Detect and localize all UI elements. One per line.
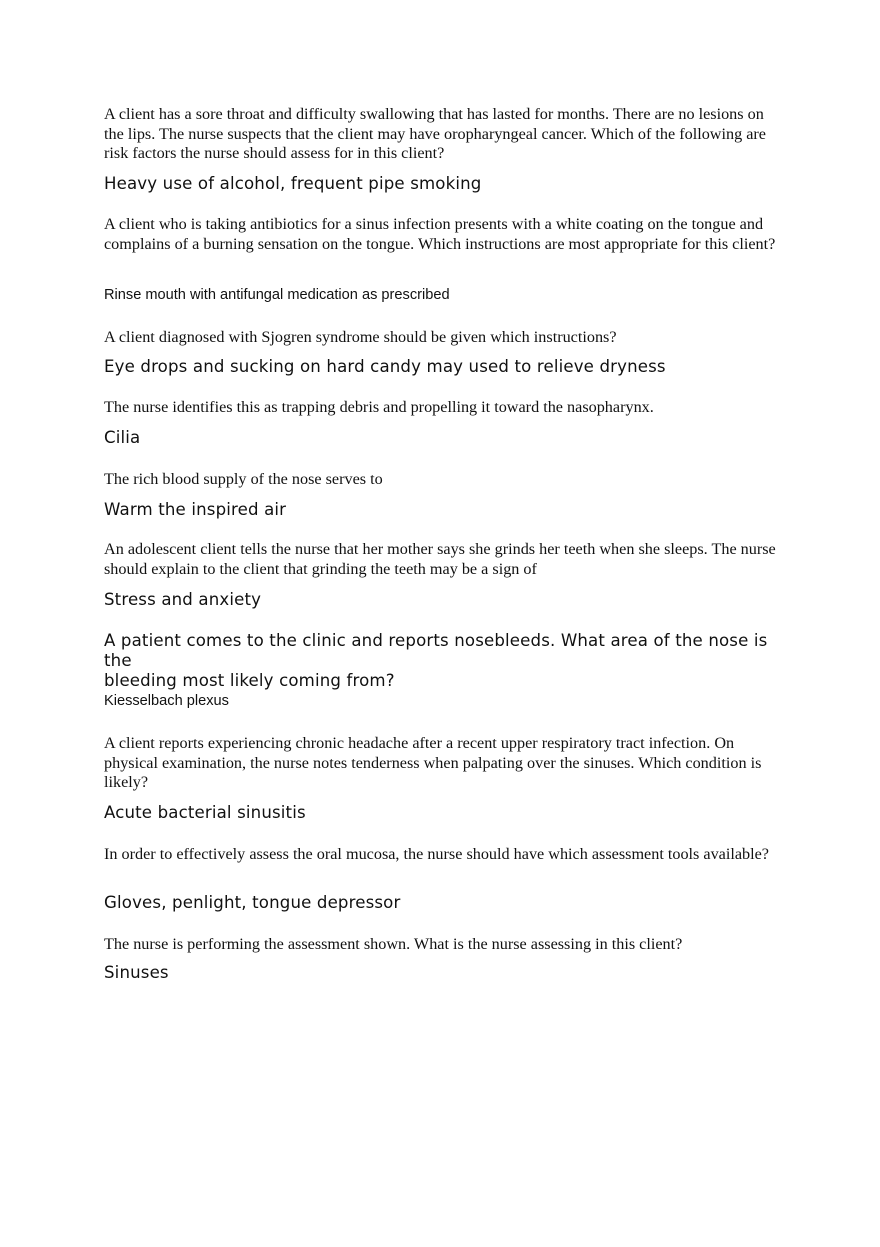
question-4: The nurse identifies this as trapping debris and propelling it toward the nasopharynx. — [104, 398, 654, 416]
question-3: A client diagnosed with Sjogren syndrome should be given which instructions? — [104, 328, 617, 346]
question-9: In order to effectively assess the oral mucosa, the nurse should have which assessment tools available? — [104, 845, 769, 863]
answer-3: Eye drops and sucking on hard candy may used to relieve dryness — [104, 357, 666, 376]
answer-2: Rinse mouth with antifungal medication as prescribed — [104, 287, 450, 303]
question-5: The rich blood supply of the nose serves to — [104, 470, 383, 488]
question-7-line-2: bleeding most likely coming from? — [104, 671, 395, 690]
question-2: A client who is taking antibiotics for a sinus infection presents with a white coating on the tongue and complains of a burning sensation on the tongue. Which instructions are most appropriate for this client? — [104, 215, 776, 253]
answer-10: Sinuses — [104, 963, 169, 982]
question-1: A client has a sore throat and difficulty swallowing that has lasted for months. There are no lesions on the lips. The nurse suspects that the client may have oropharyngeal cancer. Which of the following are risk factors the nurse should assess for in this client? — [104, 105, 766, 163]
answer-9: Gloves, penlight, tongue depressor — [104, 893, 401, 912]
answer-6: Stress and anxiety — [104, 590, 262, 609]
question-6: An adolescent client tells the nurse that her mother says she grinds her teeth when she sleeps. The nurse should explain to the client that grinding the teeth may be a sign of — [104, 540, 776, 578]
question-10: The nurse is performing the assessment shown. What is the nurse assessing in this client? — [104, 935, 683, 953]
answer-1: Heavy use of alcohol, frequent pipe smoking — [104, 174, 482, 193]
answer-4: Cilia — [104, 428, 141, 447]
answer-5: Warm the inspired air — [104, 500, 287, 519]
question-7-line-1: A patient comes to the clinic and reports nosebleeds. What area of the nose is the — [104, 631, 768, 670]
question-8: A client reports experiencing chronic headache after a recent upper respiratory tract infection. On physical examination, the nurse notes tenderness when palpating over the sinuses. Which condition is likely? — [104, 734, 762, 792]
answer-7: Kiesselbach plexus — [104, 693, 229, 709]
answer-8: Acute bacterial sinusitis — [104, 803, 306, 822]
